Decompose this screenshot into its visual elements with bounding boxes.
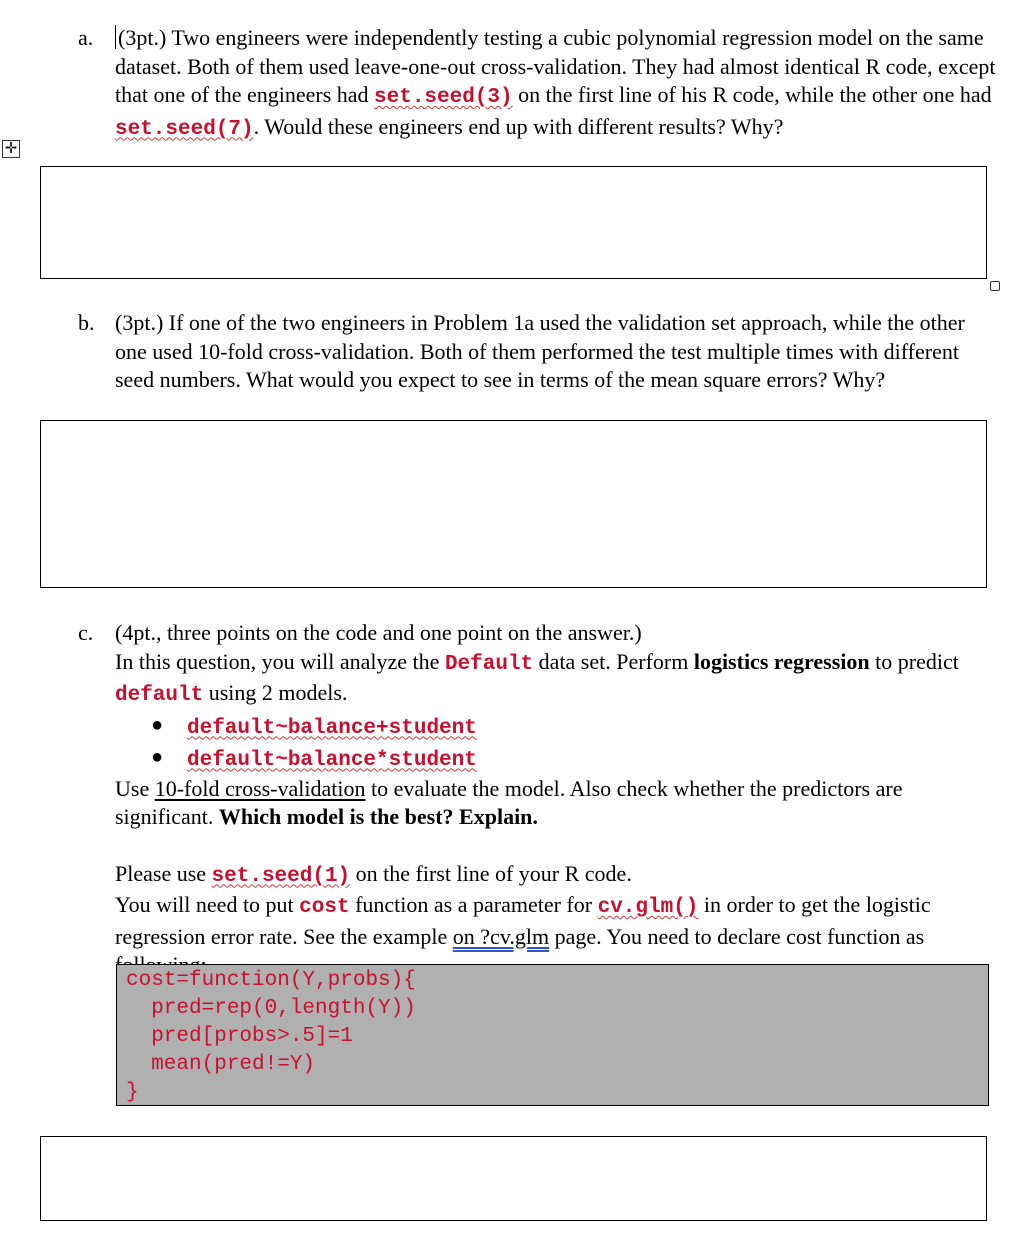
code-line: mean(pred!=Y) [126, 1053, 316, 1076]
code-default-response: default [115, 684, 204, 707]
question-b [78, 309, 998, 395]
code-line: pred[probs>.5]=1 [126, 1025, 353, 1048]
question-a-marker: a. [78, 25, 94, 50]
question-c-cost-note: You will need to put cost function as a parameter for cv.glm() in order to get the logistic regression error rate. See the example on ?cv.glm page. You need to declare cost function as [115, 892, 931, 949]
code-line: pred=rep(0,length(Y)) [126, 997, 416, 1020]
question-b-marker: b. [78, 310, 95, 335]
question-b-text: (3pt.) If one of the two engineers in Problem 1a used the validation set approach, while the other one used 10-fold cross-validation. Both of them performed the test multiple times with different seed numbers. What would you expect to see in terms of the mean square errors? Why? [115, 310, 965, 392]
code-default-dataset: Default [444, 652, 534, 676]
question-c-points: (4pt., three points on the code and one point on the answer.) [115, 620, 642, 645]
text-cursor [115, 25, 116, 49]
list-item: ● default~balance+student [151, 711, 998, 743]
code-set-seed-3: set.seed(3) [374, 86, 513, 109]
move-handle-icon[interactable]: ✛ [2, 140, 20, 158]
code-cv-glm: cv.glm() [597, 896, 699, 919]
cv-glm-help-link[interactable]: on ?cv.glm [452, 923, 550, 949]
bullet-icon: ● [151, 713, 164, 736]
code-line: cost=function(Y,probs){ [126, 969, 416, 992]
question-c-intro: In this question, you will analyze the Default data set. Perform logistics regression to predict default using 2 models. [115, 648, 959, 707]
code-cost: cost [299, 896, 350, 919]
question-c-marker: c. [78, 620, 94, 645]
code-line: } [126, 1081, 139, 1104]
model-list [151, 711, 998, 775]
cost-function-code-block [116, 964, 989, 1106]
list-item: ● default~balance*student [151, 743, 998, 775]
code-set-seed-7: set.seed(7) [115, 117, 254, 141]
question-c-instructions: Use 10-fold cross-validation to evaluate the model. Also check whether the predictors are significant. Which model is the best? Explain. [115, 775, 903, 829]
question-c [78, 619, 998, 980]
resize-handle-icon[interactable] [990, 281, 1000, 291]
bullet-icon: ● [151, 745, 164, 768]
code-set-seed-1: set.seed(1) [211, 864, 351, 888]
question-a: a. (3pt.) Two engineers were independently testing a cubic polynomial regression model on the same dataset. Both of them used leave-one-out cross-validation. They had almost identical R code, except that one of the engineers had set.seed(3) on the first line of his R code, while the other one had set.seed(7). Would these engineers end up with different results? Why? [78, 25, 996, 141]
answer-box-b[interactable] [40, 420, 987, 588]
answer-box-c[interactable] [40, 1136, 987, 1221]
question-c-seed-note: Please use set.seed(1) on the first line of your R code. [115, 860, 632, 888]
answer-box-a[interactable] [40, 166, 987, 279]
